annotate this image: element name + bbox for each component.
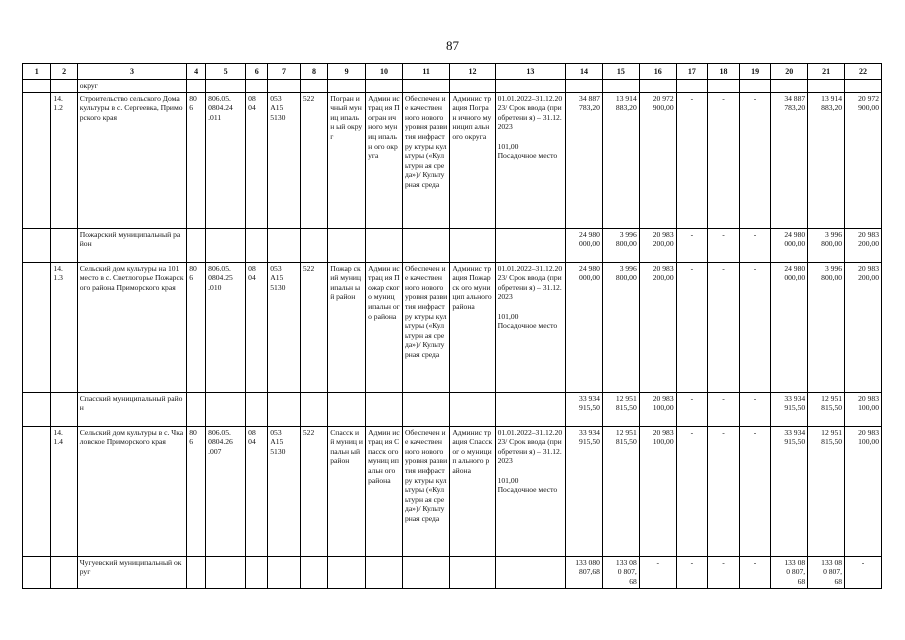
table-cell-col-22: 20 983 100,00 [845,392,882,426]
table-cell-col-18: - [708,556,740,588]
table-cell-col-15: 133 08 0 807, 68 [602,556,639,588]
table-cell-col-12 [450,556,495,588]
table-cell-col-20: 133 08 0 807, 68 [771,556,808,588]
table-cell-col-9 [328,556,366,588]
table-cell-col-7 [268,556,301,588]
column-header-11: 11 [402,64,449,80]
table-cell-col-11 [402,392,449,426]
table-cell-col-22 [845,80,882,93]
table-cell-col-14: 33 934 915,50 [566,426,603,556]
table-cell-col-15: 3 996 800,00 [602,262,639,392]
table-cell-col-2: 14. 1.3 [51,262,77,392]
column-header-3: 3 [77,64,186,80]
table-row [23,392,882,426]
table-cell-col-20: 33 934 915,50 [771,426,808,556]
table-cell-col-3: Строительство сельского Дома культуры в с. Сергеевка, Приморского края [77,92,186,228]
header-row [23,64,882,80]
table-cell-col-18: - [708,392,740,426]
table-cell-col-19: - [739,556,771,588]
table-cell-col-22: 20 972 900,00 [845,92,882,228]
table-cell-col-21 [808,80,845,93]
column-header-13: 13 [495,64,566,80]
table-row [23,92,882,228]
table-cell-col-2 [51,80,77,93]
table-cell-col-22: - [845,556,882,588]
table-cell-col-1 [23,92,51,228]
table-cell-col-9: Спасск ий муниц ипальн ый район [328,426,366,556]
table-cell-col-3: Пожарский муниципальный район [77,228,186,262]
table-cell-col-22: 20 983 100,00 [845,426,882,556]
table-cell-col-16: 20 983 100,00 [639,392,676,426]
table-cell-col-7 [268,392,301,426]
table-cell-col-8 [300,80,327,93]
table-cell-col-2 [51,392,77,426]
table-cell-col-15: 12 951 815,50 [602,426,639,556]
table-cell-col-5: 806.05. 0804.24 .011 [206,92,246,228]
table-row [23,80,882,93]
table-cell-col-3: Чугуевский муниципальный округ [77,556,186,588]
table-cell-col-13 [495,392,566,426]
table-cell-col-9 [328,80,366,93]
table-cell-col-18 [708,80,740,93]
table-cell-col-5 [206,556,246,588]
column-header-20: 20 [771,64,808,80]
table-cell-col-19: - [739,262,771,392]
table-cell-col-4 [187,392,206,426]
table-cell-col-17: - [676,228,708,262]
table-cell-col-4: 80 6 [187,92,206,228]
table-cell-col-8: 522 [300,92,327,228]
table-cell-col-21: 12 951 815,50 [808,426,845,556]
column-header-14: 14 [566,64,603,80]
column-header-18: 18 [708,64,740,80]
table-cell-col-10: Админ истрац ия Пожар ского муниц ипальн ого района [366,262,403,392]
table-cell-col-8 [300,556,327,588]
table-cell-col-6 [246,80,268,93]
table-cell-col-11: Обеспечен ие качествен ного нового уровня развития инфрастру ктуры культуры («Культурн ая среда»)/ Культурная среда [402,426,449,556]
table-cell-col-16: 20 983 200,00 [639,228,676,262]
table-cell-col-6: 08 04 [246,92,268,228]
table-cell-col-17: - [676,92,708,228]
table-cell-col-4 [187,80,206,93]
table-row [23,228,882,262]
table-cell-col-8 [300,392,327,426]
table-cell-col-8 [300,228,327,262]
table-cell-col-15: 12 951 815,50 [602,392,639,426]
column-header-2: 2 [51,64,77,80]
table-cell-col-5 [206,392,246,426]
table-cell-col-10 [366,556,403,588]
table-row [23,426,882,556]
table-cell-col-19: - [739,92,771,228]
table-cell-col-9: Погран ичный муниц ипальн ый округ [328,92,366,228]
column-header-7: 7 [268,64,301,80]
table-cell-col-15: 3 996 800,00 [602,228,639,262]
table-cell-col-7 [268,80,301,93]
table-cell-col-12: Админис трация Спасског о муницип ального района [450,426,495,556]
table-body [23,64,882,589]
table-cell-col-16 [639,80,676,93]
table-cell-col-21: 3 996 800,00 [808,228,845,262]
column-header-9: 9 [328,64,366,80]
table-cell-col-13: 01.01.2022–31.12.2023/ Срок ввода (приобретени я) – 31.12.2023 101,00 Посадочное место [495,262,566,392]
table-cell-col-22: 20 983 200,00 [845,262,882,392]
table-row [23,556,882,588]
table-cell-col-6 [246,392,268,426]
column-header-19: 19 [739,64,771,80]
table-cell-col-19: - [739,426,771,556]
budget-table [22,63,882,589]
table-cell-col-8: 522 [300,426,327,556]
table-cell-col-4: 80 6 [187,426,206,556]
page-number: 87 [446,38,459,53]
table-cell-col-17: - [676,392,708,426]
table-cell-col-18: - [708,426,740,556]
table-cell-col-10: Админ истрац ия Спасск ого муниц ипальн ого района [366,426,403,556]
table-cell-col-1 [23,556,51,588]
table-cell-col-17: - [676,262,708,392]
table-cell-col-17 [676,80,708,93]
column-header-4: 4 [187,64,206,80]
table-cell-col-13: 01.01.2022–31.12.2023/ Срок ввода (приобретени я) – 31.12.2023 101,00 Посадочное место [495,426,566,556]
table-cell-col-13 [495,228,566,262]
table-cell-col-15: 13 914 883,20 [602,92,639,228]
table-cell-col-14: 133 080 807,68 [566,556,603,588]
table-cell-col-12 [450,228,495,262]
table-cell-col-14: 24 980 000,00 [566,262,603,392]
table-cell-col-12: Админис трация Погран ичного муницип ального округа [450,92,495,228]
table-cell-col-3: Спасский муниципальный район [77,392,186,426]
table-cell-col-2: 14. 1.2 [51,92,77,228]
table-cell-col-18: - [708,92,740,228]
table-cell-col-12 [450,392,495,426]
table-cell-col-14 [566,80,603,93]
table-cell-col-5 [206,80,246,93]
column-header-15: 15 [602,64,639,80]
column-header-16: 16 [639,64,676,80]
table-cell-col-4: 80 6 [187,262,206,392]
table-cell-col-16: 20 983 200,00 [639,262,676,392]
table-cell-col-6: 08 04 [246,426,268,556]
column-header-12: 12 [450,64,495,80]
table-cell-col-4 [187,556,206,588]
table-cell-col-21: 12 951 815,50 [808,392,845,426]
table-cell-col-18: - [708,262,740,392]
table-cell-col-9 [328,228,366,262]
table-cell-col-10 [366,80,403,93]
table-cell-col-2 [51,228,77,262]
table-row [23,262,882,392]
table-cell-col-11: Обеспечен ие качествен ного нового уровня развития инфрастру ктуры культуры («Культурн ая среда»)/ Культурная среда [402,92,449,228]
table-cell-col-3: Сельский дом культуры на 101 место в с. Светлогорье Пожарского района Приморского края [77,262,186,392]
table-cell-col-4 [187,228,206,262]
table-cell-col-13: 01.01.2022–31.12.2023/ Срок ввода (приобретени я) – 31.12.2023 101,00 Посадочное место [495,92,566,228]
table-cell-col-12 [450,80,495,93]
table-cell-col-21: 3 996 800,00 [808,262,845,392]
table-cell-col-2 [51,556,77,588]
table-cell-col-7: 053 A15 5130 [268,92,301,228]
table-cell-col-5 [206,228,246,262]
table-cell-col-18: - [708,228,740,262]
table-cell-col-21: 13 914 883,20 [808,92,845,228]
table-cell-col-20: 24 980 000,00 [771,262,808,392]
table-cell-col-5: 806.05. 0804.26 .007 [206,426,246,556]
table-cell-col-12: Админис трация Пожарск ого муницип ального района [450,262,495,392]
table-cell-col-20 [771,80,808,93]
table-cell-col-11: Обеспечен ие качествен ного нового уровня развития инфрастру ктуры культуры («Культурн ая среда»)/ Культурная среда [402,262,449,392]
table-cell-col-9 [328,392,366,426]
table-cell-col-7: 053 A15 5130 [268,426,301,556]
table-cell-col-16: 20 983 100,00 [639,426,676,556]
table-cell-col-14: 24 980 000,00 [566,228,603,262]
table-cell-col-7: 053 A15 5130 [268,262,301,392]
table-cell-col-10 [366,392,403,426]
column-header-10: 10 [366,64,403,80]
table-cell-col-16: 20 972 900,00 [639,92,676,228]
table-cell-col-14: 34 887 783,20 [566,92,603,228]
table-cell-col-10: Админ истрац ия Погран ичного муниц ипальн ого округа [366,92,403,228]
table-cell-col-1 [23,426,51,556]
column-header-8: 8 [300,64,327,80]
table-cell-col-20: 34 887 783,20 [771,92,808,228]
table-cell-col-13 [495,556,566,588]
table-cell-col-20: 24 980 000,00 [771,228,808,262]
column-header-17: 17 [676,64,708,80]
table-cell-col-1 [23,80,51,93]
table-cell-col-6: 08 04 [246,262,268,392]
table-cell-col-21: 133 08 0 807, 68 [808,556,845,588]
table-cell-col-1 [23,392,51,426]
table-cell-col-10 [366,228,403,262]
table-cell-col-9: Пожар ский муниц ипальн ый район [328,262,366,392]
column-header-21: 21 [808,64,845,80]
table-cell-col-14: 33 934 915,50 [566,392,603,426]
table-cell-col-3: Сельский дом культуры в с. Чкаловское Приморского края [77,426,186,556]
table-cell-col-11 [402,80,449,93]
table-cell-col-20: 33 934 915,50 [771,392,808,426]
column-header-5: 5 [206,64,246,80]
table-cell-col-19: - [739,228,771,262]
table-cell-col-19 [739,80,771,93]
table-cell-col-17: - [676,426,708,556]
table-cell-col-6 [246,228,268,262]
table-cell-col-11 [402,228,449,262]
table-cell-col-1 [23,262,51,392]
table-cell-col-11 [402,556,449,588]
table-cell-col-22: 20 983 200,00 [845,228,882,262]
column-header-1: 1 [23,64,51,80]
table-cell-col-8: 522 [300,262,327,392]
table-cell-col-1 [23,228,51,262]
table-cell-col-19: - [739,392,771,426]
column-header-6: 6 [246,64,268,80]
table-cell-col-15 [602,80,639,93]
table-cell-col-13 [495,80,566,93]
table-cell-col-17: - [676,556,708,588]
table-cell-col-3: округ [77,80,186,93]
table-cell-col-16: - [639,556,676,588]
table-cell-col-2: 14. 1.4 [51,426,77,556]
table-cell-col-6 [246,556,268,588]
column-header-22: 22 [845,64,882,80]
table-cell-col-7 [268,228,301,262]
table-cell-col-5: 806.05. 0804.25 .010 [206,262,246,392]
